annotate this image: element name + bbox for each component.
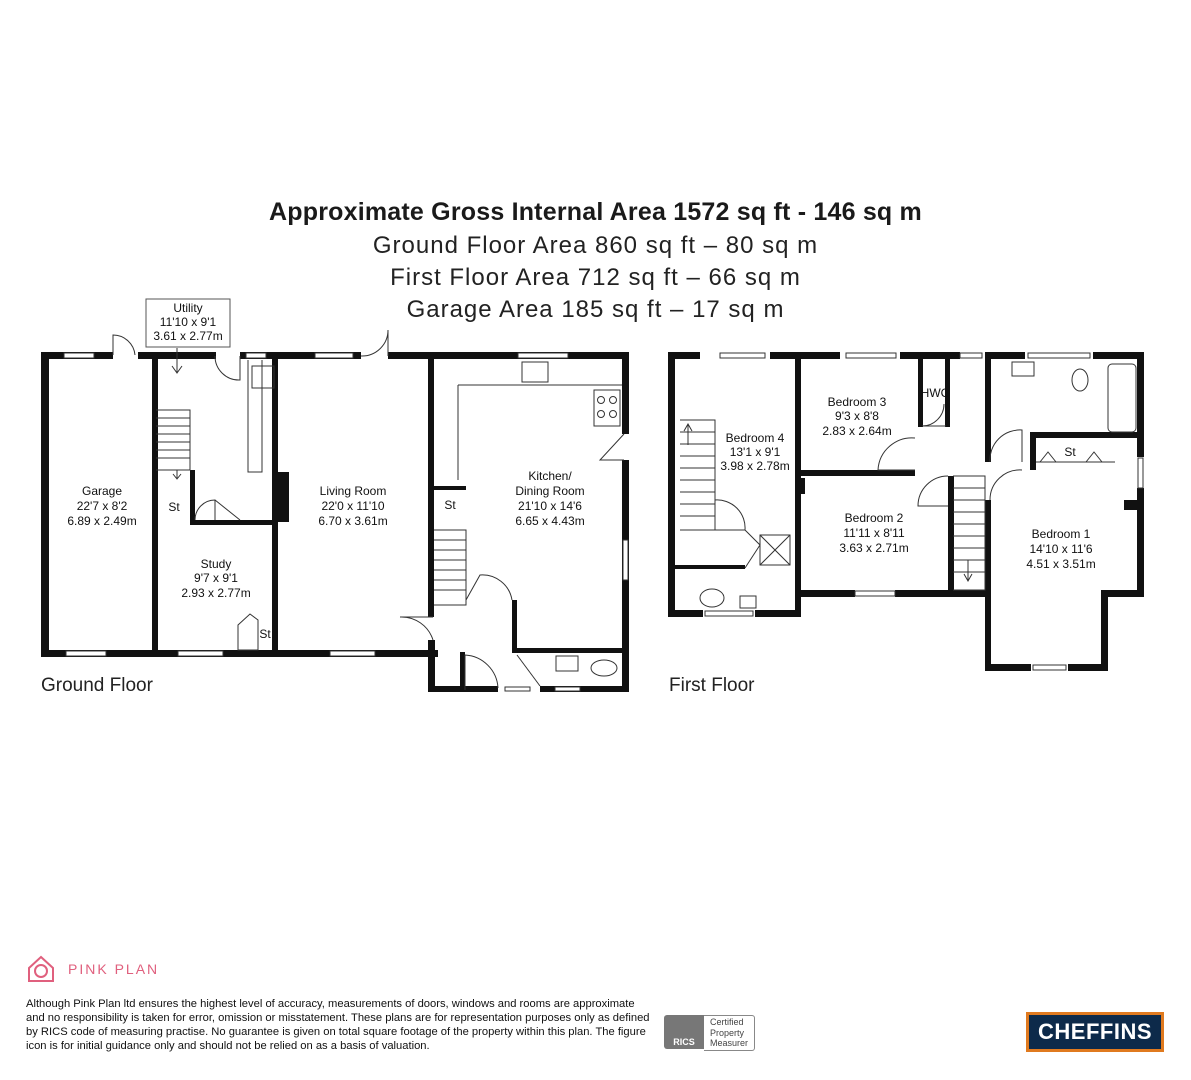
first-floor-area: First Floor Area 712 sq ft – 66 sq m xyxy=(390,264,801,291)
wall xyxy=(1093,352,1143,359)
brand-name: PINK PLAN xyxy=(68,961,160,977)
kitchen-metric: 6.65 x 4.43m xyxy=(515,514,585,528)
ground-floor-area: Ground Floor Area 860 sq ft – 80 sq m xyxy=(372,232,819,259)
wall xyxy=(1137,488,1144,594)
wall xyxy=(1101,590,1144,597)
wall xyxy=(668,352,700,359)
kitchen-imperial: 21'10 x 14'6 xyxy=(518,499,582,513)
door xyxy=(878,438,915,470)
wall xyxy=(512,648,628,653)
garage-metric: 6.89 x 2.49m xyxy=(67,514,137,528)
wall xyxy=(985,500,991,670)
door xyxy=(990,470,1022,500)
first-floor-label: First Floor xyxy=(669,675,755,696)
study-imperial: 9'7 x 9'1 xyxy=(194,571,238,585)
bedroom4-imperial: 13'1 x 9'1 xyxy=(729,445,781,459)
wall xyxy=(41,352,49,657)
study-name: Study xyxy=(200,557,232,571)
utility-pointer xyxy=(172,348,182,373)
wall xyxy=(795,478,805,494)
wall xyxy=(152,352,158,657)
window xyxy=(246,353,266,358)
window xyxy=(555,687,580,691)
door xyxy=(215,356,240,380)
hob-ring xyxy=(610,397,617,404)
rics-caption xyxy=(704,1015,755,1051)
window xyxy=(505,687,530,691)
door xyxy=(990,430,1022,462)
window xyxy=(623,540,628,580)
gross-area-title: Approximate Gross Internal Area 1572 sq ft - 146 sq m xyxy=(269,198,922,226)
door xyxy=(715,500,745,530)
hob xyxy=(594,390,620,426)
wall xyxy=(138,352,156,359)
hob-ring xyxy=(598,397,605,404)
window xyxy=(705,611,753,616)
toilet xyxy=(700,589,724,607)
door xyxy=(600,434,624,460)
kitchen-sink xyxy=(522,362,548,382)
door xyxy=(400,617,433,640)
pink-plan-brand xyxy=(26,954,159,984)
wall xyxy=(190,520,276,525)
door xyxy=(517,655,540,686)
wall xyxy=(668,352,675,616)
wall xyxy=(622,352,629,434)
utility-sink xyxy=(252,366,274,388)
wall xyxy=(1030,432,1144,438)
window xyxy=(846,353,896,358)
door xyxy=(195,500,215,520)
disclaimer-text: Although Pink Plan ltd ensures the highest level of accuracy, measurements of doors, windows and rooms are approximate and no responsibility is taken for error, omission or misstatement. These plans are for representation purposes only as defined by RICS code of measuring practise. No guarantee is given on total square footage of the property within this plan. The figure icon is for initial guidance only and should not be relied on as a basis of valuation. xyxy=(26,998,650,1052)
bedroom2-name: Bedroom 2 xyxy=(844,511,904,525)
wall xyxy=(1030,432,1036,470)
window xyxy=(720,353,765,358)
wall xyxy=(428,352,434,617)
living-name: Living Room xyxy=(319,484,387,498)
garage-name: Garage xyxy=(81,484,123,498)
door xyxy=(918,476,948,506)
study-store xyxy=(238,614,258,650)
wall xyxy=(755,610,800,617)
stairs-arrow xyxy=(684,424,692,445)
garage-area: Garage Area 185 sq ft – 17 sq m xyxy=(406,296,785,323)
rics-seal-text: RICS xyxy=(673,1037,695,1047)
wall xyxy=(985,664,1031,671)
door xyxy=(215,500,240,520)
store-label: St xyxy=(168,500,180,514)
wall xyxy=(1124,500,1138,510)
window xyxy=(66,651,106,656)
study-metric: 2.93 x 2.77m xyxy=(181,586,251,600)
shower-drain xyxy=(760,535,790,565)
bedroom4-name: Bedroom 4 xyxy=(725,431,785,445)
bedroom3-imperial: 9'3 x 8'8 xyxy=(835,409,879,423)
wall xyxy=(388,352,628,359)
bedroom1-name: Bedroom 1 xyxy=(1031,527,1091,541)
toilet xyxy=(591,660,617,676)
partition xyxy=(745,530,760,568)
store-label: St xyxy=(444,498,456,512)
pink-plan-logo-icon xyxy=(26,954,56,984)
store-label: St xyxy=(259,627,271,641)
bedroom3-metric: 2.83 x 2.64m xyxy=(822,424,892,438)
wall xyxy=(432,486,466,490)
stairs-arrow xyxy=(964,560,972,581)
utility-metric: 3.61 x 2.77m xyxy=(153,329,223,343)
wall xyxy=(460,652,465,692)
first-floor-fixtures xyxy=(680,353,1143,670)
bedroom2-imperial: 11'11 x 8'11 xyxy=(843,526,905,540)
rics-line: Measurer xyxy=(710,1038,749,1048)
stairs xyxy=(434,530,466,605)
hob-ring xyxy=(610,411,617,418)
stairs-arrow xyxy=(173,470,181,479)
door xyxy=(465,655,498,690)
utility-counter xyxy=(248,360,262,472)
wall xyxy=(512,600,517,652)
wall xyxy=(795,590,855,597)
wall xyxy=(668,610,703,617)
hall-arc xyxy=(466,575,512,600)
door xyxy=(361,330,388,356)
wall xyxy=(795,470,915,476)
bedroom2-metric: 3.63 x 2.71m xyxy=(839,541,909,555)
window xyxy=(518,353,568,358)
living-imperial: 22'0 x 11'10 xyxy=(321,499,385,513)
basin xyxy=(740,596,756,608)
kitchen-name-1: Kitchen/ xyxy=(528,469,572,483)
wall xyxy=(1101,590,1108,671)
ground-floor-label: Ground Floor xyxy=(41,675,153,696)
stairs xyxy=(156,410,190,470)
stairs xyxy=(953,476,985,590)
wall xyxy=(675,565,745,569)
bedroom1-metric: 4.51 x 3.51m xyxy=(1026,557,1096,571)
toilet xyxy=(1072,369,1088,391)
agent-name: CHEFFINS xyxy=(1038,1019,1152,1044)
utility-imperial: 11'10 x 9'1 xyxy=(159,315,217,329)
wall xyxy=(900,352,960,359)
chimney xyxy=(276,472,289,522)
living-metric: 6.70 x 3.61m xyxy=(318,514,388,528)
utility-name: Utility xyxy=(173,301,203,315)
hob-ring xyxy=(598,411,605,418)
rics-line: Certified xyxy=(710,1017,744,1027)
wall xyxy=(895,590,985,597)
window xyxy=(960,353,982,358)
rics-seal-icon xyxy=(664,1015,704,1049)
door xyxy=(922,404,946,426)
garage-imperial: 22'7 x 8'2 xyxy=(76,499,128,513)
basin xyxy=(1012,362,1034,376)
agent-logo xyxy=(1026,1012,1164,1052)
bath xyxy=(1108,364,1136,432)
bedroom1-imperial: 14'10 x 11'6 xyxy=(1029,542,1093,556)
wall xyxy=(770,352,840,359)
basin xyxy=(556,656,578,671)
hwc-label: HWC xyxy=(920,386,950,400)
door xyxy=(113,335,135,355)
wall xyxy=(985,352,991,462)
window xyxy=(1033,665,1066,670)
rics-line: Property xyxy=(710,1027,745,1038)
window xyxy=(315,353,353,358)
wall xyxy=(428,640,435,692)
wall xyxy=(1137,352,1144,457)
wall xyxy=(190,470,195,525)
wall xyxy=(948,476,954,591)
store-label: St xyxy=(1064,445,1076,459)
window xyxy=(178,651,223,656)
wall xyxy=(540,686,628,692)
stairs xyxy=(680,420,715,530)
rics-badge xyxy=(664,1015,755,1051)
window xyxy=(855,591,895,596)
kitchen-name-2: Dining Room xyxy=(515,484,585,498)
window xyxy=(1138,458,1143,488)
bedroom4-metric: 3.98 x 2.78m xyxy=(720,459,790,473)
window xyxy=(330,651,375,656)
bedroom3-name: Bedroom 3 xyxy=(827,395,887,409)
window xyxy=(64,353,94,358)
wall xyxy=(156,352,216,359)
window xyxy=(1028,353,1090,358)
